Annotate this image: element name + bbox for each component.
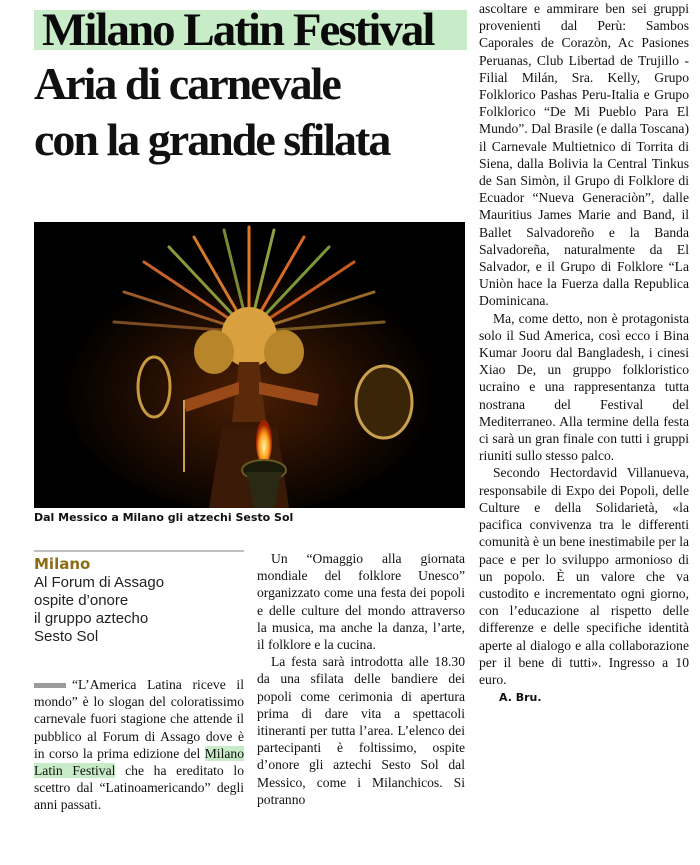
festival-name-highlight: Milano Latin Festival xyxy=(34,745,244,779)
lead-bar xyxy=(34,683,66,688)
text-run: Secondo Hectordavid Villanueva, responsabile di Expo dei Popoli, delle Culture e della Solidarietà, «la pacifica convivenza tra le differenti comunità è un bene inestimabile per la pace e per lo sviluppo armonioso di un popolo. È un valore che va custodito e incrementato ogni giorno, con l’educazione al rispetto delle differenze e delle specifiche identità aperte al dialogo e alla collaborazione per il bene di tutti». Ingresso a 10 euro. xyxy=(479,465,689,687)
paragraph: Ma, come detto, non è protagonista solo il Sud America, così ecco i Bina Kumar Jooru dal Bangladesh, i cinesi Xiao De, un gruppo folkloristico ucraino e una rappresentanza tutta nostrana del Festival del Mediterraneo. Alla termine della festa ci sarà un gran finale con tutti i gruppi riuniti sullo stesso palco. xyxy=(479,310,689,464)
sidebar-title: Milano xyxy=(34,555,91,573)
paragraph xyxy=(34,676,244,814)
paragraph xyxy=(479,464,689,706)
headline-line: Aria di carnevale xyxy=(34,58,340,109)
paragraph: La festa sarà introdotta alle 18.30 da una sfilata delle bandiere dei popoli come cerimonia di apertura prima di dare vita a spettacoli itineranti per tutta l’area. L’elenco dei partecipanti è foltissimo, ospite d’onore gli aztechi Sesto Sol dal Messico, come i Milanchicos. Si potranno xyxy=(257,654,465,807)
photo-caption: Dal Messico a Milano gli atzechi Sesto Sol xyxy=(34,511,294,524)
paragraph: ascoltare e ammirare ben sei gruppi provenienti dal Perù: Sambos Caporales de Corazòn, Ac Pasiones Peruanas, Club Libertad de Trujillo - Filial Milán, Sra. Kelly, Grupo Folklorico Pashas Peru-Italia e Grupo Folklorico “De Mi Pueblo Para El Mundo”. Dal Brasile (e dalla Toscana) il Carnevale Multietnico di Torrita di Siena, dalla Bolivia la Central Tinkus de San Simòn, il Grupo di Folklore di Ecuador “Nueva Generaciòn”, dalle Mauritius James Marie and Band, il Ballet Salvadoreño e la Banda Salvadoreña, naturalmente da El Salvador, e il Grupo di Folklore “La Uniòn hace la Fuerza dalla Republica Dominicana. xyxy=(479,1,689,309)
article-column-3 xyxy=(479,0,689,706)
article-column-2 xyxy=(257,550,465,808)
sidebar-line: ospite d’onore xyxy=(34,592,129,609)
text-run: che ha ereditato lo scettro dal “Latinoamericando” degli anni passati. xyxy=(34,763,244,813)
author-signature: A. Bru. xyxy=(499,691,542,705)
article-column-1 xyxy=(34,676,244,814)
sidebar-box xyxy=(34,550,244,646)
article-photo xyxy=(34,222,465,508)
kicker xyxy=(34,4,469,56)
aztec-dancer-image xyxy=(34,222,465,508)
paragraph: Un “Omaggio alla giornata mondiale del folklore Unesco” organizzato come una festa dei popoli e delle culture del mondo attraverso la musica, ma anche la danza, l’arte, il folklore e la cucina. xyxy=(257,551,465,653)
headline-line: con la grande sfilata xyxy=(34,114,390,165)
text-run: “L’America Latina riceve il mondo” è lo slogan del coloratissimo carnevale fuori stagione che attende il pubblico al Forum di Assago dove è in corso la prima edizione del xyxy=(34,677,244,761)
sidebar-line: Al Forum di Assago xyxy=(34,574,165,591)
sidebar-line: Sesto Sol xyxy=(34,628,99,645)
kicker-text: Milano Latin Festival xyxy=(42,4,434,56)
sidebar-line: il gruppo aztecho xyxy=(34,610,149,627)
headline xyxy=(34,56,474,168)
